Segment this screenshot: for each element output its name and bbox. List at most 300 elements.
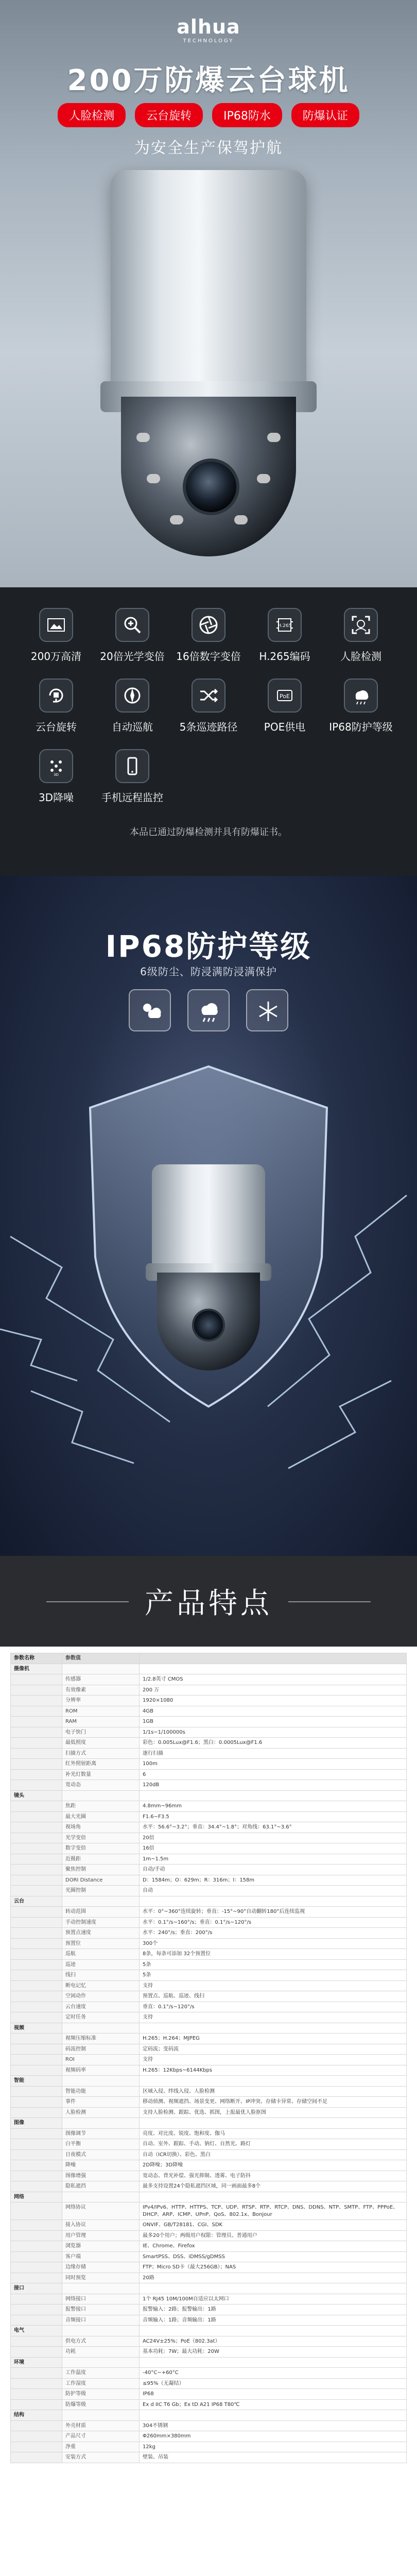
spec-group-cell (11, 1833, 62, 1843)
spec-group-cell (11, 2044, 62, 2055)
feature-grid-section (0, 587, 417, 876)
spec-group-cell (11, 2220, 62, 2231)
spec-value-cell: 预置点、巡航、巡迹、线扫 (140, 1991, 407, 2002)
hd-image-icon (39, 608, 73, 642)
spec-header-row (11, 1653, 407, 1664)
ir-led (147, 474, 160, 483)
sun-rain-icon (129, 989, 171, 1031)
spec-row (11, 1727, 407, 1738)
spec-value-cell: 报警输入：2路；报警输出：1路 (140, 2304, 407, 2315)
spec-value-cell: 1/2.8英寸 CMOS (140, 1674, 407, 1685)
spec-key-cell: 防护等级 (62, 2389, 140, 2400)
spec-key-cell: 防爆等级 (62, 2399, 140, 2410)
spec-value-cell: 1个 RJ45 10M/100M自适应以太网口 (140, 2294, 407, 2304)
spec-value-cell: ≤95%（无凝结） (140, 2378, 407, 2389)
spec-row (11, 2262, 407, 2273)
spec-group-cell (11, 1685, 62, 1696)
spec-value-cell: 20路 (140, 2273, 407, 2283)
spec-group-cell (11, 2336, 62, 2347)
spec-key-cell: 光学变倍 (62, 1833, 140, 1843)
spec-key-cell: 转动范围 (62, 1907, 140, 1918)
spec-value-cell: Ex d IIC T6 Gb；Ex tD A21 IP68 T80℃ (140, 2399, 407, 2410)
ip68-section (0, 876, 417, 1556)
svg-text:PoE: PoE (280, 693, 290, 700)
spec-value-cell (140, 2283, 407, 2294)
spec-group-cell (11, 2139, 62, 2150)
spec-row (11, 2389, 407, 2400)
spec-group-cell (11, 1769, 62, 1780)
feature-label: 人脸检测 (340, 650, 381, 663)
spec-key-cell: 报警接口 (62, 2304, 140, 2315)
spec-key-cell: 浏览器 (62, 2241, 140, 2252)
ip68-subtitle: 6级防尘、防浸满防浸满保护 (140, 965, 277, 978)
svg-text:H.265: H.265 (277, 623, 292, 629)
spec-value-cell (140, 2357, 407, 2368)
spec-key-cell: 视频压缩标准 (62, 2033, 140, 2044)
spec-row (11, 2171, 407, 2181)
spec-group-cell (11, 2347, 62, 2358)
spec-row (11, 1928, 407, 1939)
spec-value-cell (140, 1790, 407, 1801)
spec-group-cell: 参数名称 (11, 1653, 62, 1664)
spec-group-cell (11, 2368, 62, 2379)
auto-cruise-icon (115, 679, 149, 713)
spec-group-cell (11, 1875, 62, 1886)
spec-key-cell (62, 2076, 140, 2087)
spec-value-cell: 8条，每条可添加 32个预置位 (140, 1949, 407, 1960)
spec-key-cell: 手动控制速度 (62, 1917, 140, 1928)
feature-label: 云台旋转 (36, 721, 77, 733)
spec-key-cell: 红外照射距离 (62, 1759, 140, 1770)
spec-value-cell (140, 2326, 407, 2336)
product-features-title: 产品特点 (145, 1587, 272, 1620)
spec-key-cell: 边缘存储 (62, 2262, 140, 2273)
spec-value-cell: 支持 (140, 1980, 407, 1991)
mobile-phone-icon (115, 749, 149, 783)
spec-row (11, 2251, 407, 2262)
spec-row (11, 1780, 407, 1791)
spec-group-cell: 接口 (11, 2283, 62, 2294)
spec-group-cell (11, 1928, 62, 1939)
feature-item (18, 749, 94, 804)
spec-row (11, 2220, 407, 2231)
spec-row (11, 1822, 407, 1833)
rain-cloud-icon (187, 989, 230, 1031)
spec-row (11, 1865, 407, 1875)
feature-item (18, 608, 94, 663)
spec-row (11, 2023, 407, 2033)
feature-item (247, 608, 323, 663)
ip68-icons (0, 989, 417, 1031)
feature-label: 自动巡航 (112, 721, 153, 733)
spec-row (11, 2055, 407, 2065)
spec-group-cell (11, 2055, 62, 2065)
spec-row (11, 2357, 407, 2368)
spec-key-cell: 外壳材质 (62, 2420, 140, 2431)
spec-value-cell: 最多20个用户；两级用户权限：管理员、普通用户 (140, 2230, 407, 2241)
spec-key-cell: 有效像素 (62, 1685, 140, 1696)
spec-key-cell: 焦距 (62, 1801, 140, 1812)
spec-key-cell: 数字变倍 (62, 1843, 140, 1854)
feature-label: IP68防护等级 (329, 721, 393, 733)
spec-key-cell: 日夜模式 (62, 2149, 140, 2160)
spec-key-cell (62, 2023, 140, 2033)
hero-banner (0, 0, 417, 587)
spec-value-cell: 1/1s~1/100000s (140, 1727, 407, 1738)
spec-value-cell: 5条 (140, 1959, 407, 1970)
spec-key-cell: 宽动态 (62, 1780, 140, 1791)
spec-key-cell (62, 2192, 140, 2202)
ptz-rotate-icon (39, 679, 73, 713)
spec-key-cell: 云台速度 (62, 2002, 140, 2012)
spec-row (11, 1843, 407, 1854)
feature-item (94, 749, 170, 804)
spec-value-cell: AC24V±25%；PoE（802.3at） (140, 2336, 407, 2347)
spec-row (11, 2399, 407, 2410)
spec-row (11, 1685, 407, 1696)
spec-row (11, 2315, 407, 2326)
spec-row (11, 2304, 407, 2315)
feature-label: 20倍光学变倍 (100, 650, 165, 663)
spec-key-cell (62, 2283, 140, 2294)
brand-logo-subtext: TECHNOLOGY (183, 38, 234, 44)
spec-value-cell: IP68 (140, 2389, 407, 2400)
spec-group-cell: 结构 (11, 2410, 62, 2421)
spec-group-cell (11, 2399, 62, 2410)
spec-group-cell (11, 1674, 62, 1685)
spec-value-cell: 1GB (140, 1717, 407, 1727)
spec-group-cell (11, 1822, 62, 1833)
spec-value-cell: 自动 (140, 1886, 407, 1896)
spec-key-cell: 人脸检测 (62, 2107, 140, 2118)
spec-group-cell (11, 1980, 62, 1991)
spec-row (11, 2033, 407, 2044)
hero-badges (0, 103, 417, 127)
product-features-header (0, 1556, 417, 1647)
spec-row (11, 1833, 407, 1843)
spec-value-cell: 304不锈钢 (140, 2420, 407, 2431)
spec-row (11, 1917, 407, 1928)
spec-table-body (11, 1653, 407, 2463)
spec-group-cell (11, 1959, 62, 1970)
spec-key-cell: 同时预览 (62, 2273, 140, 2283)
spec-value-cell: 水平：240°/s；垂直：200°/s (140, 1928, 407, 1939)
spec-group-cell (11, 2086, 62, 2097)
spec-row (11, 1896, 407, 1907)
spec-group-cell (11, 1917, 62, 1928)
camera-product-image (80, 170, 337, 572)
spec-row (11, 1970, 407, 1981)
spec-row (11, 1717, 407, 1727)
spec-value-cell: 最多支持设置24个隐私遮挡区域，同一画面最多8个 (140, 2181, 407, 2192)
spec-value-cell: 亮度、对比度、锐度、饱和度、伽马 (140, 2128, 407, 2139)
spec-row (11, 2012, 407, 2023)
camera-housing (111, 170, 306, 392)
spec-value-cell: 水平：56.6°~3.2°；垂直：34.4°~1.8°；对角线：63.1°~3.6° (140, 1822, 407, 1833)
spec-key-cell: 视场角 (62, 1822, 140, 1833)
spec-value-cell: H.265；H.264；MJPEG (140, 2033, 407, 2044)
hero-slogan: 为安全生产保驾护航 (134, 139, 283, 157)
spec-group-cell (11, 1706, 62, 1717)
spec-row (11, 2368, 407, 2379)
spec-group-cell: 环境 (11, 2357, 62, 2368)
feature-item (247, 679, 323, 734)
spec-group-cell (11, 2273, 62, 2283)
spec-group-cell (11, 2315, 62, 2326)
spec-key-cell: 接入协议 (62, 2220, 140, 2231)
spec-key-cell (62, 2118, 140, 2129)
camera-dome (121, 397, 296, 556)
spec-group-cell (11, 2241, 62, 2252)
spec-value-cell: 自动/手动 (140, 1865, 407, 1875)
spec-key-cell: 功耗 (62, 2347, 140, 2358)
spec-value-cell: -40°C~+60°C (140, 2368, 407, 2379)
zoom-in-icon (115, 608, 149, 642)
spec-row (11, 1875, 407, 1886)
spec-key-cell: 定时任务 (62, 2012, 140, 2023)
spec-group-cell (11, 2181, 62, 2192)
spec-group-cell (11, 1886, 62, 1896)
spec-group-cell (11, 2002, 62, 2012)
spec-group-cell (11, 1696, 62, 1706)
spec-group-cell: 摄像机 (11, 1664, 62, 1674)
spec-value-cell: 4GB (140, 1706, 407, 1717)
spec-group-cell (11, 2262, 62, 2273)
ip68-title: IP68防护等级 (105, 929, 312, 964)
spec-row (11, 2192, 407, 2202)
spec-group-cell: 视频 (11, 2023, 62, 2033)
spec-value-cell: 1m~1.5m (140, 1854, 407, 1865)
spec-key-cell: 网络协议 (62, 2202, 140, 2220)
spec-key-cell: 补光灯数量 (62, 1769, 140, 1780)
spec-group-cell: 镜头 (11, 1790, 62, 1801)
spec-row (11, 2076, 407, 2087)
spec-group-cell (11, 1727, 62, 1738)
spec-group-cell (11, 2171, 62, 2181)
spec-key-cell: 图像增强 (62, 2171, 140, 2181)
spec-value-cell: 支持人脸检测、跟踪、优选、抓图，上报最优人脸抠图 (140, 2107, 407, 2118)
spec-row (11, 2002, 407, 2012)
spec-value-cell (140, 1664, 407, 1674)
brand-logo-text: alhua (177, 15, 240, 38)
spec-group-cell: 网络 (11, 2192, 62, 2202)
spec-row (11, 2065, 407, 2076)
spec-group-cell (11, 1970, 62, 1981)
spec-row (11, 2044, 407, 2055)
noise-reduction-icon (39, 749, 73, 783)
spec-row (11, 1769, 407, 1780)
spec-value-cell: 宽动态、背光补偿、强光抑制、透雾、电子防抖 (140, 2171, 407, 2181)
ir-led (136, 433, 150, 442)
spec-value-cell (140, 2192, 407, 2202)
spec-key-cell (62, 2357, 140, 2368)
spec-group-cell (11, 2431, 62, 2442)
spec-value-cell: ONVIF、GB/T28181、CGI、SDK (140, 2220, 407, 2231)
spec-row (11, 2336, 407, 2347)
spec-key-cell: 图像调节 (62, 2128, 140, 2139)
spec-group-cell (11, 2012, 62, 2023)
feature-item (323, 679, 399, 734)
spec-value-cell (140, 2118, 407, 2129)
spec-value-cell: 自动（ICR切换）、彩色、黑白 (140, 2149, 407, 2160)
spec-group-cell (11, 1748, 62, 1759)
spec-value-cell: D：1584m；O：629m；R：316m；I：158m (140, 1875, 407, 1886)
spec-key-cell: 视频码率 (62, 2065, 140, 2076)
spec-key-cell: 预置位 (62, 1938, 140, 1949)
spec-key-cell (62, 2410, 140, 2421)
spec-value-cell: F1.6~F3.5 (140, 1811, 407, 1822)
snowflake-icon (246, 989, 288, 1031)
spec-row (11, 1959, 407, 1970)
feature-item (323, 608, 399, 663)
spec-key-cell: 智能功能 (62, 2086, 140, 2097)
spec-value-cell: 支持 (140, 2055, 407, 2065)
spec-key-cell: 客户端 (62, 2251, 140, 2262)
spec-table-section (0, 1647, 417, 2473)
spec-table (10, 1653, 407, 2463)
camera-lens (183, 459, 239, 515)
spec-group-cell (11, 1738, 62, 1749)
spec-row (11, 2442, 407, 2452)
spec-row (11, 1738, 407, 1749)
spec-row (11, 2431, 407, 2442)
spec-row (11, 1886, 407, 1896)
spec-group-cell (11, 1938, 62, 1949)
spec-key-cell: 产品尺寸 (62, 2431, 140, 2442)
spec-row (11, 1664, 407, 1674)
spec-row (11, 1938, 407, 1949)
spec-group-cell (11, 2202, 62, 2220)
header-divider (46, 1601, 129, 1602)
spec-value-cell: 16倍 (140, 1843, 407, 1854)
spec-key-cell: 网络接口 (62, 2294, 140, 2304)
spec-group-cell (11, 2149, 62, 2160)
spec-value-cell: 300个 (140, 1938, 407, 1949)
spec-row (11, 2118, 407, 2129)
spec-value-cell (140, 1896, 407, 1907)
spec-row (11, 1980, 407, 1991)
spec-row (11, 1696, 407, 1706)
feature-item (94, 679, 170, 734)
spec-value-cell (140, 1653, 407, 1664)
spec-key-cell: 分辨率 (62, 1696, 140, 1706)
spec-key-cell: 断电记忆 (62, 1980, 140, 1991)
spec-key-cell: 安装方式 (62, 2452, 140, 2463)
ip68-camera-lens (192, 1309, 225, 1342)
spec-group-cell (11, 1717, 62, 1727)
spec-key-cell: ROI (62, 2055, 140, 2065)
spec-group-cell (11, 2378, 62, 2389)
spec-group-cell (11, 2097, 62, 2108)
spec-key-cell: RAM (62, 1717, 140, 1727)
spec-group-cell: 云台 (11, 1896, 62, 1907)
feature-item (170, 608, 247, 663)
spec-key-cell (62, 2326, 140, 2336)
poe-icon (268, 679, 302, 713)
spec-value-cell: 音频输入：1路；音频输出：1路 (140, 2315, 407, 2326)
spec-key-cell (62, 1790, 140, 1801)
feature-label: 16倍数字变倍 (176, 650, 241, 663)
spec-group-cell (11, 2294, 62, 2304)
header-divider (288, 1601, 371, 1602)
spec-group-cell (11, 1759, 62, 1770)
spec-key-cell: 电子快门 (62, 1727, 140, 1738)
spec-key-cell: 传感器 (62, 1674, 140, 1685)
spec-value-cell: 彩色：0.005Lux@F1.6；黑白：0.0005Lux@F1.6 (140, 1738, 407, 1749)
ir-led (170, 515, 183, 524)
feature-label: 200万高清 (30, 650, 82, 663)
ir-led (257, 474, 270, 483)
spec-row (11, 1748, 407, 1759)
spec-key-cell: 供电方式 (62, 2336, 140, 2347)
feature-label: POE供电 (264, 721, 306, 733)
hero-title: 200万防爆云台球机 (67, 64, 350, 97)
spec-row (11, 2107, 407, 2118)
shuffle-path-icon (192, 679, 225, 713)
spec-value-cell: Φ260mm×380mm (140, 2431, 407, 2442)
spec-group-cell (11, 2442, 62, 2452)
spec-group-cell (11, 1780, 62, 1791)
spec-value-cell: 基本功耗：7W；最大功耗：20W (140, 2347, 407, 2358)
spec-key-cell: 聚焦控制 (62, 1865, 140, 1875)
spec-group-cell (11, 1949, 62, 1960)
spec-group-cell (11, 1907, 62, 1918)
spec-value-cell: 120dB (140, 1780, 407, 1791)
spec-key-cell: 空闲动作 (62, 1991, 140, 2002)
spec-key-cell: 用户管理 (62, 2230, 140, 2241)
spec-key-cell: 降噪 (62, 2160, 140, 2171)
spec-row (11, 2347, 407, 2358)
feature-grid (18, 608, 399, 804)
spec-row (11, 2378, 407, 2389)
spec-row (11, 2452, 407, 2463)
spec-key-cell: 光圈控制 (62, 1886, 140, 1896)
spec-key-cell: 最大光圈 (62, 1811, 140, 1822)
spec-group-cell (11, 2230, 62, 2241)
hero-badge: 云台旋转 (135, 103, 203, 127)
feature-label: 手机远程监控 (101, 791, 163, 804)
spec-group-cell (11, 2251, 62, 2262)
spec-key-cell: 扫描方式 (62, 1748, 140, 1759)
hero-badge: 防爆认证 (291, 103, 359, 127)
spec-key-cell: 最低照度 (62, 1738, 140, 1749)
spec-row (11, 2294, 407, 2304)
spec-group-cell: 智能 (11, 2076, 62, 2087)
feature-item (94, 608, 170, 663)
spec-row (11, 1790, 407, 1801)
spec-group-cell (11, 1811, 62, 1822)
feature-label: 3D降噪 (38, 791, 74, 804)
spec-row (11, 2160, 407, 2171)
spec-value-cell: 1920×1080 (140, 1696, 407, 1706)
hero-badge: IP68防水 (212, 103, 282, 127)
spec-value-cell: 水平：0.1°/s~160°/s；垂直：0.1°/s~120°/s (140, 1917, 407, 1928)
spec-value-cell (140, 2410, 407, 2421)
weather-proof-icon (344, 679, 378, 713)
spec-value-cell: 自动、室外、跟踪、手动、钠灯、自然光、路灯 (140, 2139, 407, 2150)
spec-key-cell: ROM (62, 1706, 140, 1717)
spec-value-cell: 12kg (140, 2442, 407, 2452)
spec-key-cell: 预置点速度 (62, 1928, 140, 1939)
spec-row (11, 2273, 407, 2283)
spec-value-cell: FTP；Micro SD卡（最大256GB）；NAS (140, 2262, 407, 2273)
spec-value-cell: SmartPSS、DSS、iDMSS/gDMSS (140, 2251, 407, 2262)
spec-value-cell: 2D降噪；3D降噪 (140, 2160, 407, 2171)
spec-key-cell: 近摄距 (62, 1854, 140, 1865)
spec-value-cell: H.265：12Kbps~6144Kbps (140, 2065, 407, 2076)
h265-chip-icon (268, 608, 302, 642)
spec-value-cell: 移动侦测、视频遮挡、场景变更、网络断开、IP冲突、存储卡异常、存储空间不足 (140, 2097, 407, 2108)
